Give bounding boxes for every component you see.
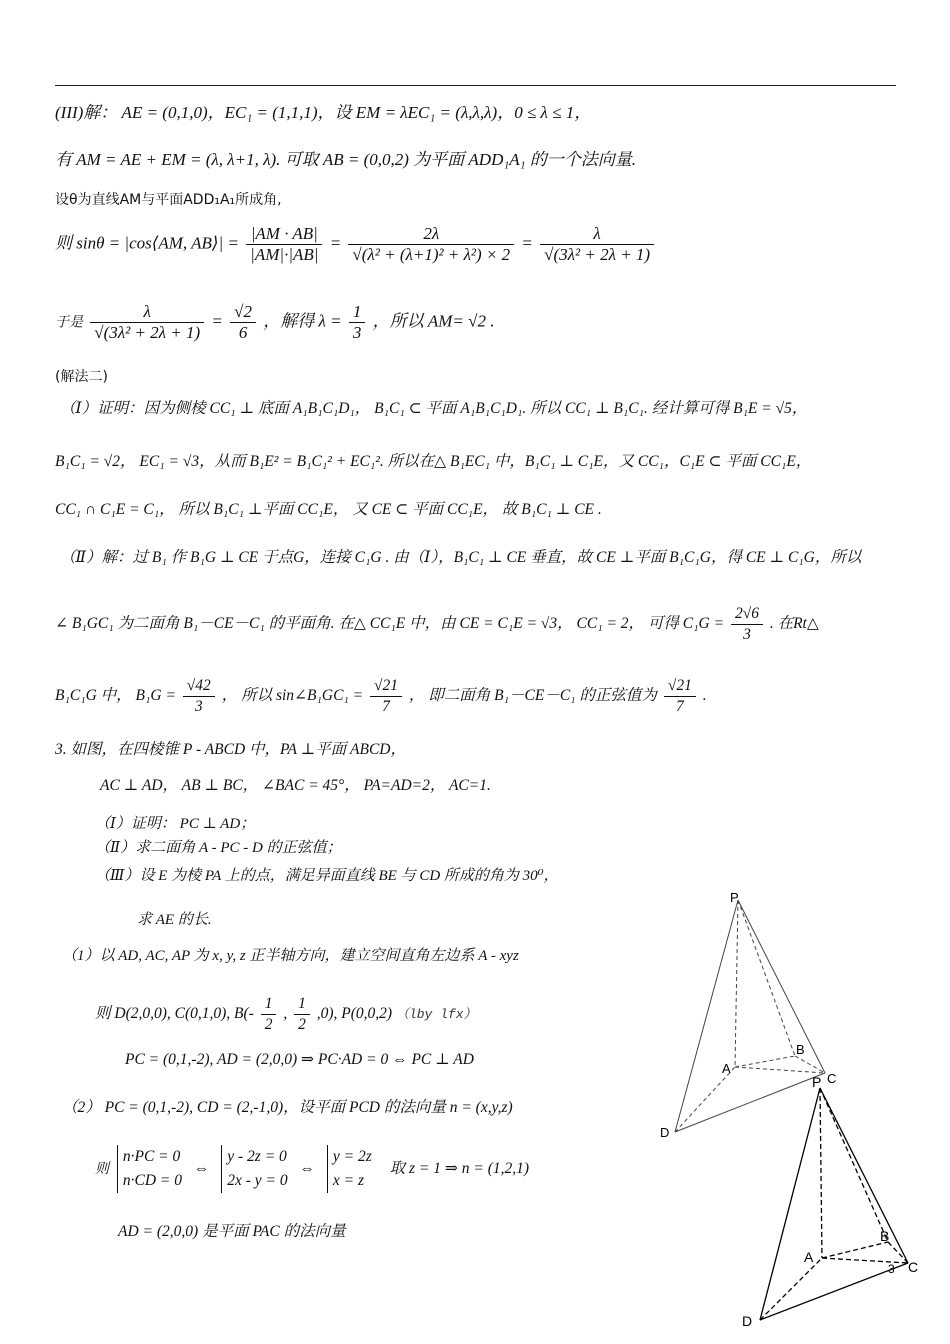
iff-symbol: ⇔	[193, 1160, 210, 1177]
text: ， 即二面角 B₁－CE－C₁ 的正弦值为	[408, 687, 657, 705]
method2-p6	[55, 676, 707, 717]
fraction-numerator: 1	[298, 995, 306, 1012]
fraction-denominator: 2	[261, 1014, 277, 1035]
fraction-denominator: 2	[294, 1014, 310, 1035]
equation-system	[117, 1145, 182, 1193]
page-number: 3	[888, 1262, 895, 1276]
fraction-denominator: √(λ² + (λ+1)² + λ²) × 2	[348, 244, 514, 265]
text: ，解得 λ =	[263, 311, 342, 331]
method2-p4: （Ⅱ）解：过 B₁ 作 B₁G ⊥ CE 于点G，连接 C₁G . 由（Ⅰ），B₁C₁ ⊥ CE 垂直，故 CE ⊥平面 B₁C₁G，得 CE ⊥ C₁G，所以	[60, 549, 862, 566]
vertex-label-c: C	[908, 1259, 919, 1275]
fraction-numerator: √2	[234, 302, 252, 321]
solution-step1: （1）以 AD, AC, AP 为 x, y, z 正半轴方向，建立空间直角左边系 A - xyz	[62, 948, 519, 964]
vertex-label-a: A	[804, 1249, 814, 1265]
text: 则 D(2,0,0), C(0,1,0), B(-	[95, 1005, 254, 1023]
solution-step1-result: PC = (0,1,-2), AD = (2,0,0) ⇒ PC·AD = 0 ⇔ PC ⊥ AD	[125, 1051, 474, 1068]
fraction-numerator: 2√6	[734, 605, 759, 622]
text: ， 所以 sin∠B₁GC₁ =	[221, 687, 364, 705]
fraction	[183, 676, 215, 717]
fraction-denominator: 3	[731, 624, 763, 645]
text: ,	[283, 1005, 288, 1023]
text: 则	[95, 1161, 109, 1177]
equation-system	[327, 1145, 372, 1193]
fraction-numerator: 1	[352, 302, 362, 321]
fraction-denominator: 7	[370, 696, 402, 717]
equation: n·CD = 0	[122, 1172, 182, 1189]
fraction-numerator: |AM · AB|	[250, 224, 318, 243]
text: 于是	[55, 314, 83, 331]
vertex-label-p: P	[730, 890, 739, 905]
fraction-denominator: 3	[183, 696, 215, 717]
problem3-line5: （Ⅲ）设 E 为棱 PA 上的点，满足异面直线 BE 与 CD 所成的角为 30⁰，	[95, 868, 559, 884]
sin-theta-prefix: 则 sinθ = |cos⟨AM, AB⟩| =	[55, 233, 239, 253]
vertex-label-c: C	[827, 1071, 837, 1086]
equation: y = 2z	[332, 1148, 372, 1165]
problem3-line1: 3. 如图，在四棱锥 P - ABCD 中，PA ⊥平面 ABCD，	[55, 741, 406, 758]
fraction-numerator: √21	[374, 677, 399, 694]
method2-p1: （Ⅰ）证明：因为侧棱 CC₁ ⊥ 底面 A₁B₁C₁D₁， B₁C₁ ⊂ 平面 A₁B₁C₁D₁. 所以 CC₁ ⊥ B₁C₁. 经计算可得 B₁E = √5，	[60, 400, 808, 417]
solution-step2-system	[95, 1145, 529, 1193]
fraction	[294, 994, 310, 1035]
problem3-line4: （Ⅱ）求二面角 A - PC - D 的正弦值；	[95, 840, 342, 856]
part3-line5	[55, 302, 494, 343]
text: 取 z = 1 ⇒ n = (1,2,1)	[389, 1160, 530, 1177]
solution-step2-normal: AD = (2,0,0) 是平面 PAC 的法向量	[118, 1223, 346, 1240]
fraction	[731, 604, 763, 645]
fraction-cos-def	[246, 224, 322, 265]
text: . 在Rt△	[769, 615, 819, 633]
fraction-denominator: 6	[230, 322, 256, 343]
equation: y - 2z = 0	[227, 1148, 287, 1165]
fraction-denominator: 3	[349, 322, 366, 343]
vertex-label-b: B	[796, 1042, 805, 1057]
part3-line4: 则 sinθ = |cos⟨AM, AB⟩| = $\frac{|AM \cdot AB|}{|AM|\cdot|AB|}$ = $\frac{2\lambda}{\text{√(λ² + (λ+1)² + λ²) × 2}}$ = $\frac{\lambda}{\text{√(3λ² + 2λ + 1)}}$	[55, 224, 657, 265]
note: （lby lfx）	[395, 1007, 477, 1023]
problem3-line3: （Ⅰ）证明： PC ⊥ AD；	[95, 816, 256, 832]
iff-symbol: ⇔	[299, 1160, 316, 1177]
fraction-numerator: 2λ	[423, 224, 440, 243]
fraction-denominator: √(3λ² + 2λ + 1)	[90, 322, 204, 343]
fraction-simplified	[540, 224, 654, 265]
fraction	[349, 302, 366, 343]
part3-line3: 设θ为直线AM与平面ADD₁A₁所成角,	[55, 192, 282, 208]
text: B₁C₁G 中， B₁G =	[55, 687, 176, 705]
vertex-label-d: D	[660, 1125, 670, 1140]
fraction-denominator: 7	[664, 696, 696, 717]
vertex-label-a: A	[722, 1061, 731, 1076]
equation: x = z	[332, 1172, 365, 1189]
header-rule	[55, 85, 896, 86]
method2-p5	[55, 604, 819, 645]
equals: =	[211, 311, 223, 331]
fraction	[261, 994, 277, 1035]
text: ,0), P(0,0,2)	[316, 1005, 393, 1023]
equation: 2x - y = 0	[227, 1172, 288, 1189]
fraction	[230, 302, 256, 343]
vertex-label-p: P	[812, 1074, 822, 1090]
fraction-denominator: √(3λ² + 2λ + 1)	[540, 244, 654, 265]
pyramid-figure-2	[740, 1070, 945, 1344]
fraction	[664, 676, 696, 717]
fraction-numerator: 1	[264, 995, 273, 1012]
text: ∠ B₁GC₁ 为二面角 B₁－CE－C₁ 的平面角. 在△ CC₁E 中，由 CE = C₁E = √3， CC₁ = 2， 可得 C₁G =	[55, 615, 725, 633]
fraction-numerator: √21	[667, 677, 692, 694]
equation-system	[221, 1145, 287, 1193]
vertex-label-b: B	[880, 1228, 890, 1244]
fraction-denominator: |AM|·|AB|	[246, 244, 322, 265]
fraction-numerator: √42	[186, 677, 211, 694]
solution-step1-coords	[95, 994, 477, 1035]
fraction	[90, 302, 204, 343]
problem3-line6: 求 AE 的长.	[137, 912, 212, 928]
text: .	[702, 687, 707, 705]
vertex-label-d: D	[742, 1313, 753, 1329]
fraction-numerator: λ	[143, 302, 151, 321]
fraction	[370, 676, 402, 717]
part3-line2: 有 AM = AE + EM = (λ, λ+1, λ). 可取 AB = (0,0,2) 为平面 ADD₁A₁ 的一个法向量.	[55, 150, 637, 169]
fraction-expanded	[348, 224, 514, 265]
method2-title: (解法二)	[55, 369, 108, 385]
method2-p2: B₁C₁ = √2， EC₁ = √3，从而 B₁E² = B₁C₁² + EC₁². 所以在△ B₁EC₁ 中，B₁C₁ ⊥ C₁E，又 CC₁，C₁E ⊂ 平面 CC₁E，	[55, 453, 812, 470]
method2-p3: CC₁ ∩ C₁E = C₁， 所以 B₁C₁ ⊥平面 CC₁E， 又 CE ⊂ 平面 CC₁E， 故 B₁C₁ ⊥ CE .	[55, 501, 602, 518]
equation: n·PC = 0	[122, 1148, 181, 1165]
fraction-numerator: λ	[593, 224, 601, 243]
part3-line1: (III)解： AE = (0,1,0)，EC₁ = (1,1,1)，设 EM = λEC₁ = (λ,λ,λ)，0 ≤ λ ≤ 1，	[55, 103, 592, 122]
text: ，所以 AM= √2 .	[372, 311, 495, 331]
problem3-line2: AC ⊥ AD， AB ⊥ BC， ∠BAC = 45°， PA=AD=2， AC=1.	[100, 777, 491, 794]
solution-step2: （2） PC = (0,1,-2), CD = (2,-1,0)，设平面 PCD 的法向量 n = (x,y,z)	[62, 1099, 513, 1116]
